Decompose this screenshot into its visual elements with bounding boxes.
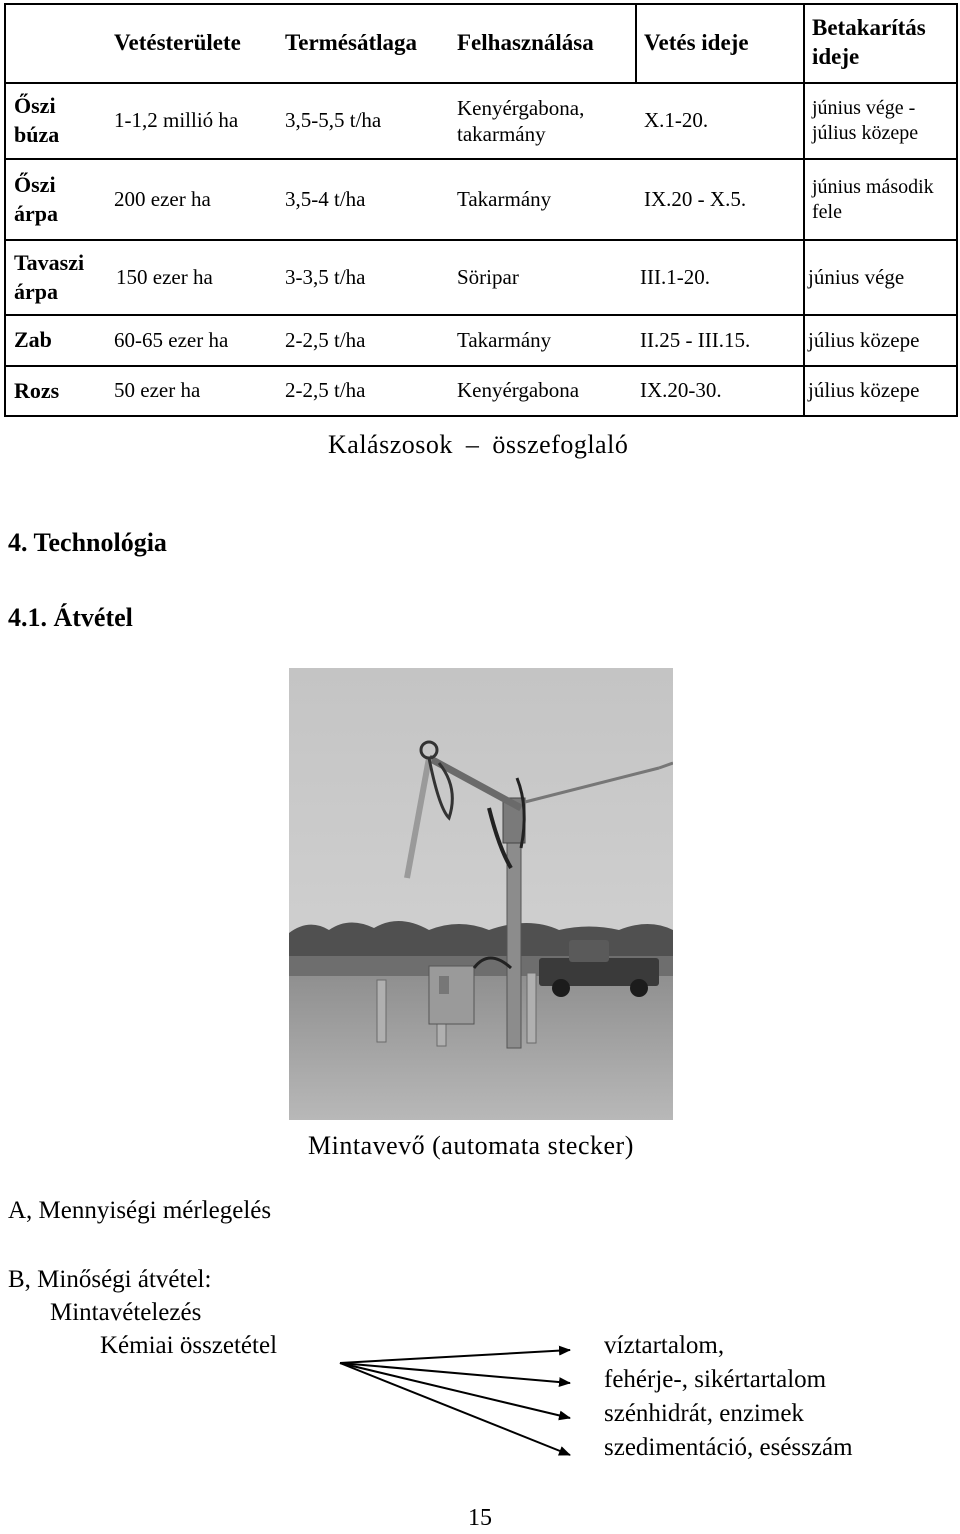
row-sowing: IX.20-30.: [640, 378, 722, 403]
row-yield: 2-2,5 t/ha: [285, 327, 366, 352]
row-harvest: június vége - július közepe: [812, 97, 919, 144]
page-number: 15: [468, 1505, 492, 1531]
row-use: Söripar: [457, 264, 519, 289]
row-area: 50 ezer ha: [114, 378, 201, 403]
arrows-diagram: [330, 1335, 580, 1470]
point-b: B, Minőségi átvétel:: [8, 1266, 212, 1293]
row-use: Kenyérgabona: [457, 378, 580, 403]
row-sowing: III.1-20.: [640, 264, 710, 289]
row-yield: 3,5-5,5 t/ha: [285, 108, 382, 133]
table-border-bottom: [4, 415, 958, 417]
row-sowing: IX.20 - X.5.: [644, 186, 747, 211]
table-border-right: [956, 3, 958, 417]
component-item: szénhidrát, enzimek: [604, 1400, 804, 1427]
header-harvest: Betakarítás ideje: [812, 14, 926, 69]
row-yield: 3-3,5 t/ha: [285, 264, 366, 289]
row-yield: 2-2,5 t/ha: [285, 378, 366, 403]
section-heading: 4. Technológia: [8, 528, 167, 557]
table-caption: Kalászosok – összefoglaló: [328, 430, 629, 459]
header-sowing: Vetés ideje: [644, 29, 749, 55]
summary-table: [4, 3, 958, 417]
row-use: Takarmány: [457, 186, 552, 211]
sub-item-sampling: Mintavételezés: [50, 1299, 202, 1326]
row-crop: Zab: [14, 327, 52, 353]
row-sowing: II.25 - III.15.: [640, 327, 751, 352]
arrow-2: [340, 1363, 570, 1383]
photo-caption: Mintavevő (automata stecker): [308, 1131, 634, 1160]
row-use: Takarmány: [457, 327, 552, 352]
arrow-1: [340, 1350, 570, 1363]
sampler-photo: [289, 668, 673, 1120]
row-area: 150 ezer ha: [116, 264, 213, 289]
row-harvest: június második fele: [812, 175, 934, 223]
row-use: Kenyérgabona, takarmány: [457, 95, 585, 146]
row-crop: Rozs: [14, 377, 60, 403]
row-yield: 3,5-4 t/ha: [285, 186, 366, 211]
subsection-heading: 4.1. Átvétel: [8, 603, 133, 632]
row-crop: Őszi búza: [14, 93, 60, 147]
row-harvest: július közepe: [808, 327, 920, 352]
header-yield: Termésátlaga: [285, 29, 418, 55]
header-area: Vetésterülete: [114, 29, 241, 55]
row-crop: Tavaszi árpa: [14, 249, 85, 304]
row-area: 1-1,2 millió ha: [114, 108, 239, 133]
row-crop: Őszi árpa: [14, 171, 58, 226]
table-border-left: [4, 3, 6, 417]
row-sowing: X.1-20.: [644, 108, 709, 133]
header-use: Felhasználása: [457, 29, 594, 55]
sub-item-chemical: Kémiai összetétel: [100, 1332, 278, 1359]
row-area: 200 ezer ha: [114, 186, 211, 211]
component-item: víztartalom,: [604, 1332, 725, 1359]
row-harvest: július közepe: [808, 378, 920, 403]
sampler-illustration: [289, 668, 673, 1120]
row-area: 60-65 ezer ha: [114, 327, 229, 352]
row-harvest: június vége: [808, 264, 905, 289]
component-item: szedimentáció, esésszám: [604, 1434, 853, 1461]
point-a: A, Mennyiségi mérlegelés: [8, 1197, 272, 1224]
component-item: fehérje-, sikértartalom: [604, 1366, 827, 1393]
